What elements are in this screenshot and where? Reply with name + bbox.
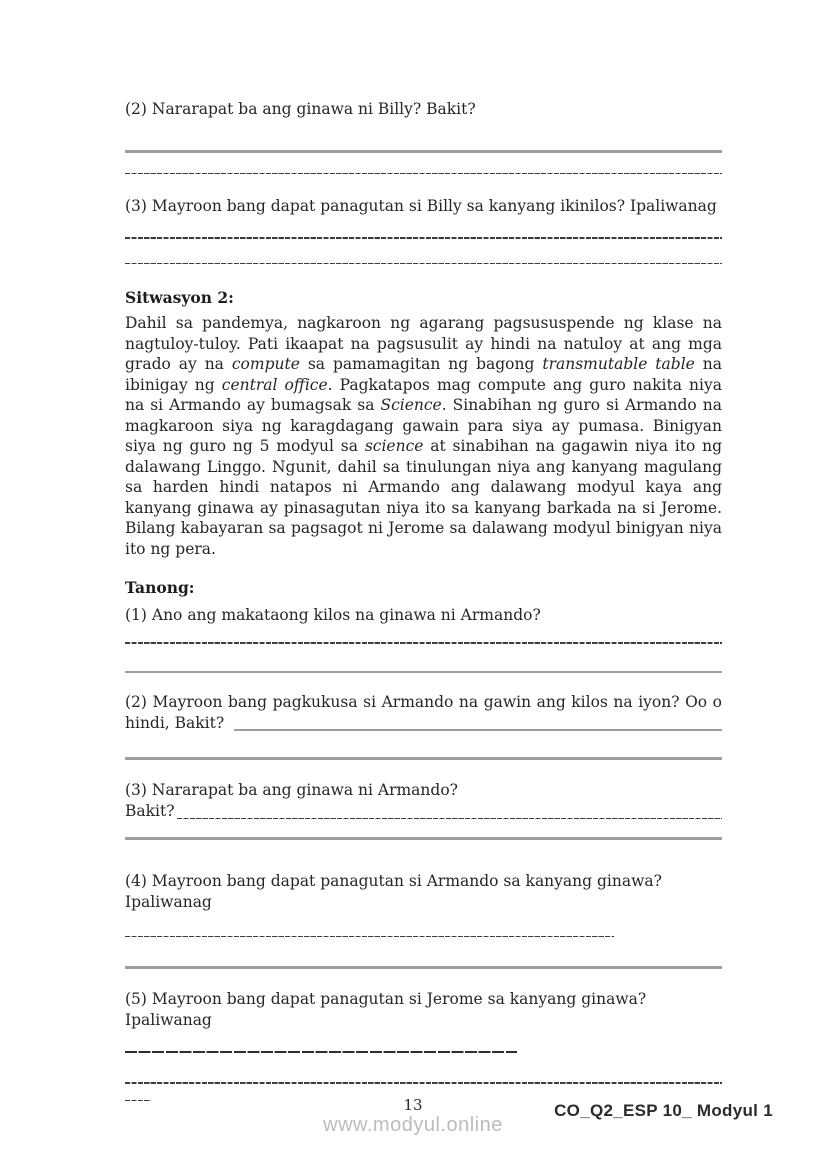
question-4: (4) Mayroon bang dapat panagutan si Armando sa kanyang ginawa? Ipaliwanag xyxy=(125,871,662,911)
answer-blank-line xyxy=(125,671,722,674)
answer-blank-line xyxy=(125,757,722,760)
answer-blank-line xyxy=(125,936,614,938)
answer-blank-line xyxy=(125,1082,722,1084)
answer-blank-line xyxy=(125,237,722,239)
question-3-label: Bakit? xyxy=(125,802,175,821)
question-2-line1: (2) Mayroon bang pagkukusa si Armando na gawin ang kilos na iyon? Oo o xyxy=(125,693,722,712)
answer-blank-line xyxy=(125,150,722,153)
question-1: (1) Ano ang makataong kilos na ginawa ni Armando? xyxy=(125,606,541,625)
inline-answer-blank xyxy=(234,729,722,732)
sitwasyon-2-heading: Sitwasyon 2: xyxy=(125,288,234,308)
inline-answer-blank xyxy=(177,818,722,820)
answer-blank-line xyxy=(125,173,722,175)
question-2-line2 xyxy=(125,713,722,734)
question-2-label: hindi, Bakit? xyxy=(125,714,225,733)
answer-blank-line xyxy=(125,642,722,644)
document-code: CO_Q2_ESP 10_ Modyul 1 xyxy=(554,1101,773,1120)
page-content xyxy=(125,0,722,1101)
question-3-line2 xyxy=(125,801,722,822)
question-billy-2: (2) Nararapat ba ang ginawa ni Billy? Bakit? xyxy=(125,100,476,118)
question-5: (5) Mayroon bang dapat panagutan si Jerome sa kanyang ginawa? Ipaliwanag xyxy=(125,989,647,1029)
sitwasyon-2-story: Dahil sa pandemya, nagkaroon ng agarang pagsususpende ng klase na nagtuloy-tuloy. Pati ikaapat na pagsusulit ay hindi na natuloy at ang mga grado ay na compute sa pamamagitan ng bagong transmutable table na ibinigay ng central office. Pagkatapos mag compute ang guro nakita niya na si Armando ay bumagsak sa Science. Sinabihan ng guro si Armando na magkaroon siya ng karagdagang gawain para siya ay pumasa. Binigyan siya ng guro ng 5 modyul sa science at sinabihan na gagawin niya ito ng dalawang Linggo. Ngunit, dahil sa tinulungan niya ang kanyang magulang sa harden hindi natapos ni Armando ang dalawang modyul kaya ang kanyang ginawa ay pinasagutan niya ito sa kanyang barkada na si Jerome. Bilang kabayaran sa pagsagot ni Jerome sa dalawang modyul binigyan niya ito ng pera. xyxy=(125,314,723,558)
answer-blank-line xyxy=(125,263,722,265)
answer-blank-line xyxy=(125,837,722,840)
question-billy-3: (3) Mayroon bang dapat panagutan si Billy sa kanyang ikinilos? Ipaliwanag xyxy=(125,197,717,216)
question-3-line1: (3) Nararapat ba ang ginawa ni Armando? xyxy=(125,781,458,800)
answer-blank-line xyxy=(125,1051,517,1053)
tanong-heading: Tanong: xyxy=(125,578,195,598)
answer-blank-line xyxy=(125,966,722,969)
page-number: 13 xyxy=(403,1096,423,1114)
watermark-link: www.modyul.online xyxy=(323,1114,503,1136)
